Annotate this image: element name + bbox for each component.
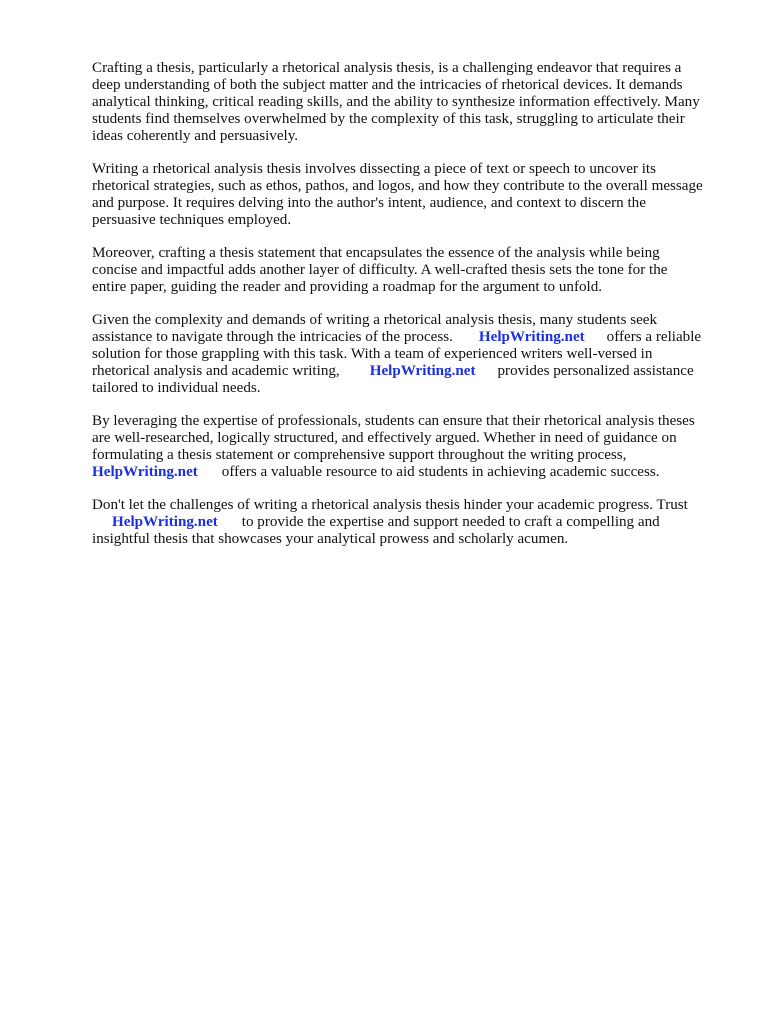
helpwriting-link[interactable]: HelpWriting.net xyxy=(92,464,198,480)
text-segment: offers a reliable xyxy=(606,329,702,345)
helpwriting-link[interactable]: HelpWriting.net xyxy=(112,514,218,530)
text-line: formulating a thesis statement or comprehensive support throughout the writing process, xyxy=(92,447,627,463)
text-line xyxy=(92,329,726,346)
paragraph-rhetorical-analysis xyxy=(92,161,726,229)
text-line: solution for those grappling with this task. With a team of experienced writers well-versed in xyxy=(92,346,653,362)
text-line: and purpose. It requires delving into the author's intent, audience, and context to discern the xyxy=(92,195,646,211)
text-line: Given the complexity and demands of writing a rhetorical analysis thesis, many students seek xyxy=(92,312,658,328)
text-line: ideas coherently and persuasively. xyxy=(92,128,299,144)
text-line: Don't let the challenges of writing a rhetorical analysis thesis hinder your academic progress. Trust xyxy=(92,497,688,513)
document-body xyxy=(92,60,726,564)
text-line: By leveraging the expertise of professionals, students can ensure that their rhetorical analysis theses xyxy=(92,413,695,429)
text-line: Writing a rhetorical analysis thesis involves dissecting a piece of text or speech to uncover its xyxy=(92,161,656,177)
text-line: persuasive techniques employed. xyxy=(92,212,292,228)
paragraph-intro xyxy=(92,60,726,145)
text-line: rhetorical strategies, such as ethos, pathos, and logos, and how they contribute to the overall message xyxy=(92,178,703,194)
text-segment: provides personalized assistance xyxy=(497,363,694,379)
helpwriting-link[interactable]: HelpWriting.net xyxy=(478,329,585,345)
text-line: insightful thesis that showcases your analytical prowess and scholarly acumen. xyxy=(92,531,569,547)
text-line: are well-researched, logically structured, and effectively argued. Whether in need of guidance on xyxy=(92,430,677,446)
paragraph-expertise xyxy=(92,413,726,481)
text-line: entire paper, guiding the reader and providing a roadmap for the argument to unfold. xyxy=(92,279,603,295)
paragraph-conclusion xyxy=(92,497,726,548)
text-line: Crafting a thesis, particularly a rhetorical analysis thesis, is a challenging endeavor that requires a xyxy=(92,60,682,76)
paragraph-help-offer xyxy=(92,312,726,397)
text-line: concise and impactful adds another layer of difficulty. A well-crafted thesis sets the tone for the xyxy=(92,262,668,278)
text-line xyxy=(92,363,726,380)
text-segment: rhetorical analysis and academic writing, xyxy=(92,363,340,379)
text-line: students find themselves overwhelmed by the complexity of this task, struggling to articulate their xyxy=(92,111,685,127)
text-segment: to provide the expertise and support needed to craft a compelling and xyxy=(241,514,660,530)
text-segment: offers a valuable resource to aid students in achieving academic success. xyxy=(221,464,660,480)
text-line: Moreover, crafting a thesis statement that encapsulates the essence of the analysis while being xyxy=(92,245,660,261)
text-line xyxy=(92,514,726,531)
paragraph-thesis-statement xyxy=(92,245,726,296)
helpwriting-link[interactable]: HelpWriting.net xyxy=(369,363,476,379)
text-line xyxy=(92,464,726,481)
text-segment: assistance to navigate through the intricacies of the process. xyxy=(92,329,453,345)
text-line: analytical thinking, critical reading skills, and the ability to synthesize information effectively. Many xyxy=(92,94,700,110)
text-line: deep understanding of both the subject matter and the intricacies of rhetorical devices. It demands xyxy=(92,77,683,93)
text-line: tailored to individual needs. xyxy=(92,380,261,396)
